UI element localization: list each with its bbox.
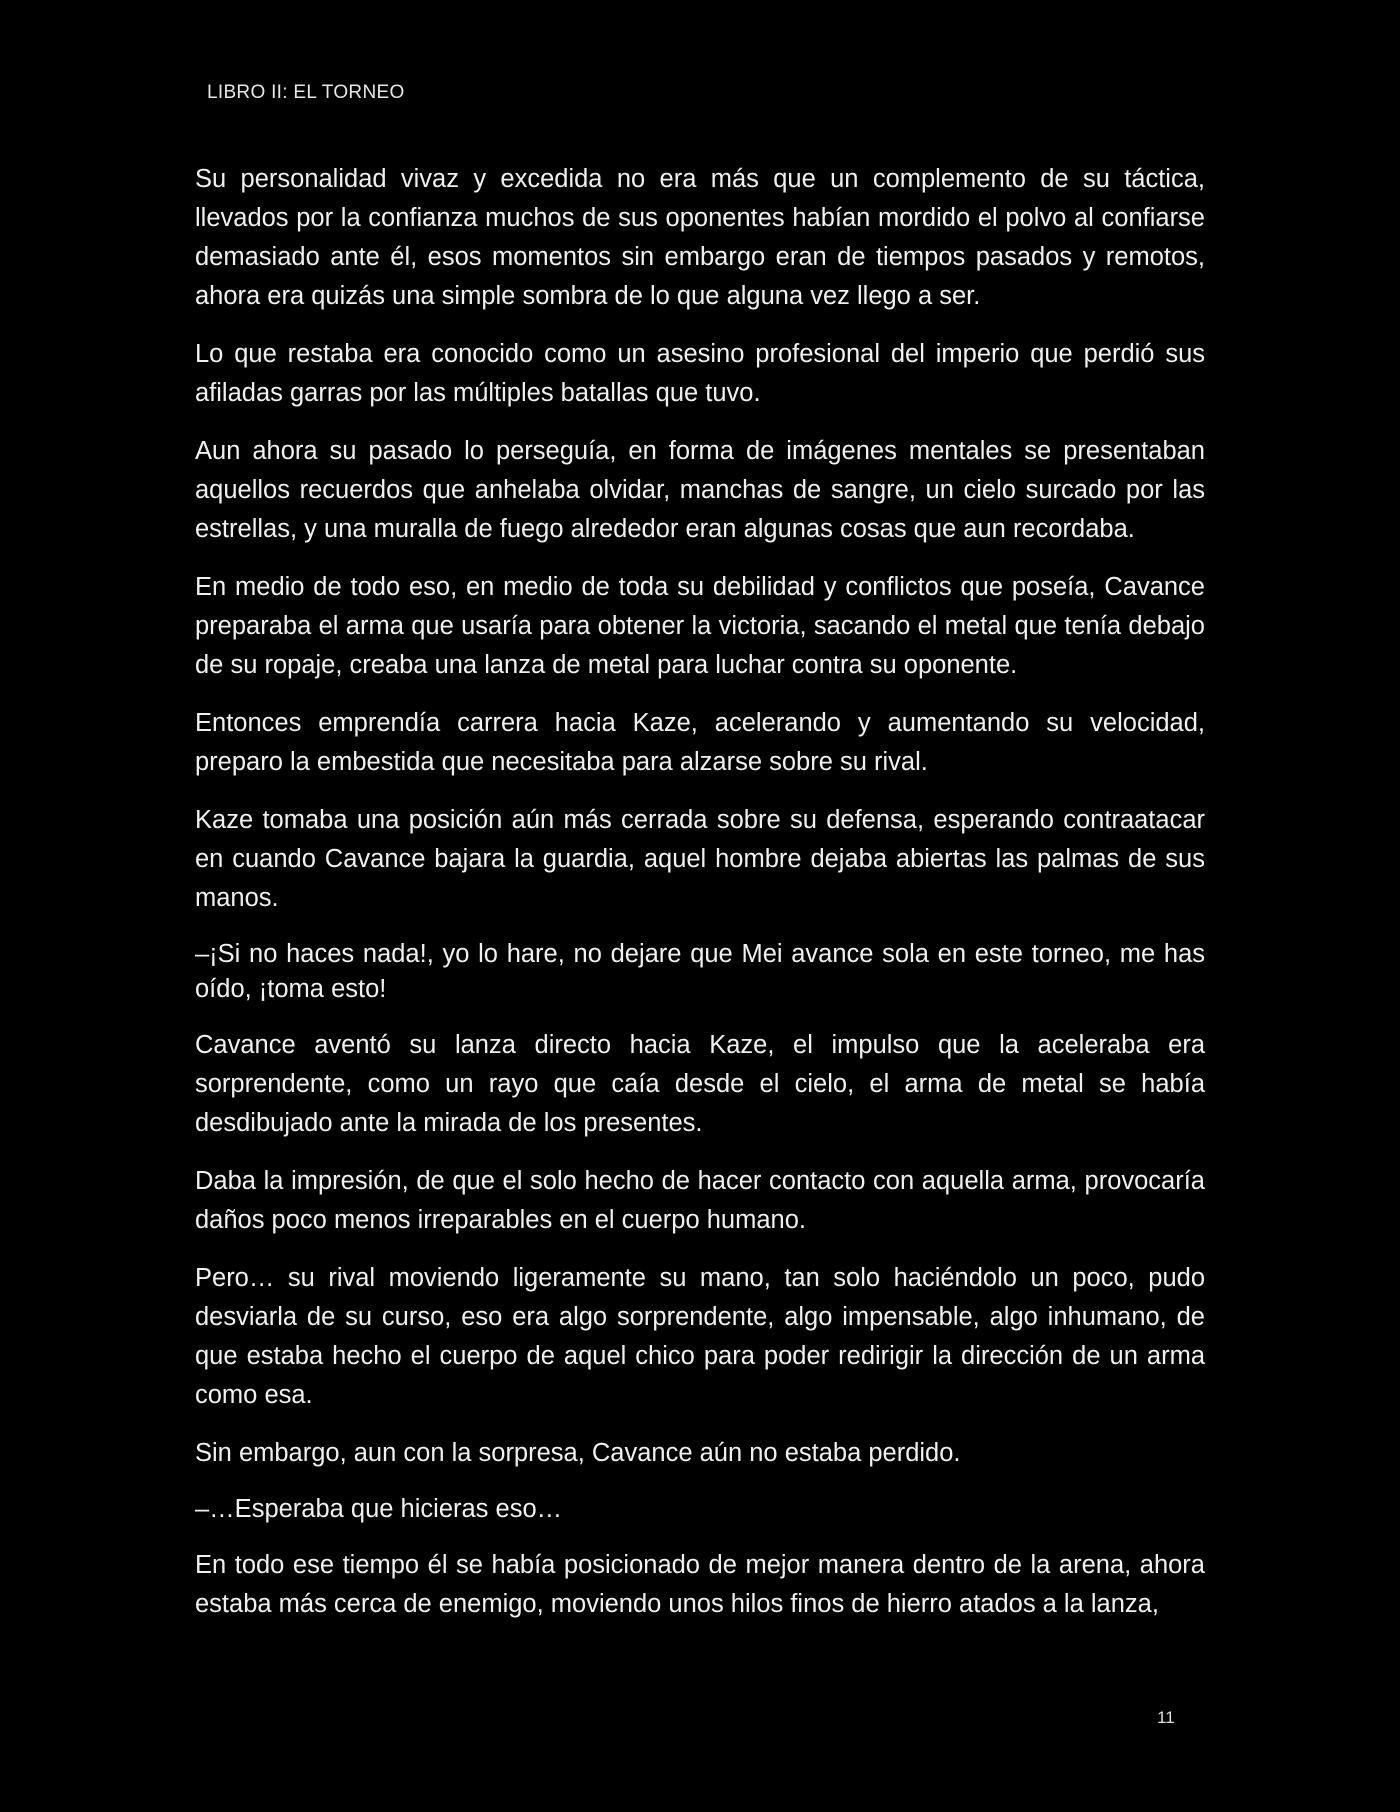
- paragraph: Sin embargo, aun con la sorpresa, Cavance aún no estaba perdido.: [195, 1439, 961, 1467]
- paragraph: Lo que restaba era conocido como un asesino profesional del imperio que perdió sus afiladas garras por las múltiples batallas que tuvo.: [195, 340, 1205, 407]
- paragraph: Entonces emprendía carrera hacia Kaze, acelerando y aumentando su velocidad, preparo la embestida que necesitaba para alzarse sobre su rival.: [195, 709, 1205, 776]
- running-header: LIBRO II: EL TORNEO: [207, 82, 405, 103]
- page-number: 11: [1157, 1708, 1175, 1727]
- paragraph: Aun ahora su pasado lo perseguía, en forma de imágenes mentales se presentaban aquellos recuerdos que anhelaba olvidar, manchas de sangre, un cielo surcado por las estrellas, y una muralla de fuego alrededor eran algunas cosas que aun recordaba.: [195, 437, 1205, 543]
- paragraph: En medio de todo eso, en medio de toda su debilidad y conflictos que poseía, Cavance preparaba el arma que usaría para obtener la victoria, sacando el metal que tenía debajo de su ropaje, creaba una lanza de metal para luchar contra su oponente.: [195, 573, 1205, 679]
- paragraph: Su personalidad vivaz y excedida no era más que un complemento de su táctica, llevados por la confianza muchos de sus oponentes habían mordido el polvo al confiarse demasiado ante él, esos momentos sin embargo eran de tiempos pasados y remotos, ahora era quizás una simple sombra de lo que alguna vez llego a ser.: [195, 165, 1205, 310]
- page-body: [195, 160, 1205, 1643]
- paragraph: Pero… su rival moviendo ligeramente su mano, tan solo haciéndolo un poco, pudo desviarla de su curso, eso era algo sorprendente, algo impensable, algo inhumano, de que estaba hecho el cuerpo de aquel chico para poder redirigir la dirección de un arma como esa.: [195, 1264, 1205, 1409]
- dialogue-paragraph: –…Esperaba que hicieras eso…: [195, 1495, 563, 1523]
- dialogue-paragraph: –¡Si no haces nada!, yo lo hare, no dejare que Mei avance sola en este torneo, me has oído, ¡toma esto!: [195, 940, 1205, 1003]
- paragraph: Daba la impresión, de que el solo hecho de hacer contacto con aquella arma, provocaría daños poco menos irreparables en el cuerpo humano.: [195, 1167, 1205, 1234]
- paragraph: En todo ese tiempo él se había posicionado de mejor manera dentro de la arena, ahora estaba más cerca de enemigo, moviendo unos hilos finos de hierro atados a la lanza,: [195, 1551, 1205, 1618]
- paragraph: Kaze tomaba una posición aún más cerrada sobre su defensa, esperando contraatacar en cuando Cavance bajara la guardia, aquel hombre dejaba abiertas las palmas de sus manos.: [195, 806, 1205, 912]
- paragraph: Cavance aventó su lanza directo hacia Kaze, el impulso que la aceleraba era sorprendente, como un rayo que caía desde el cielo, el arma de metal se había desdibujado ante la mirada de los presentes.: [195, 1031, 1205, 1137]
